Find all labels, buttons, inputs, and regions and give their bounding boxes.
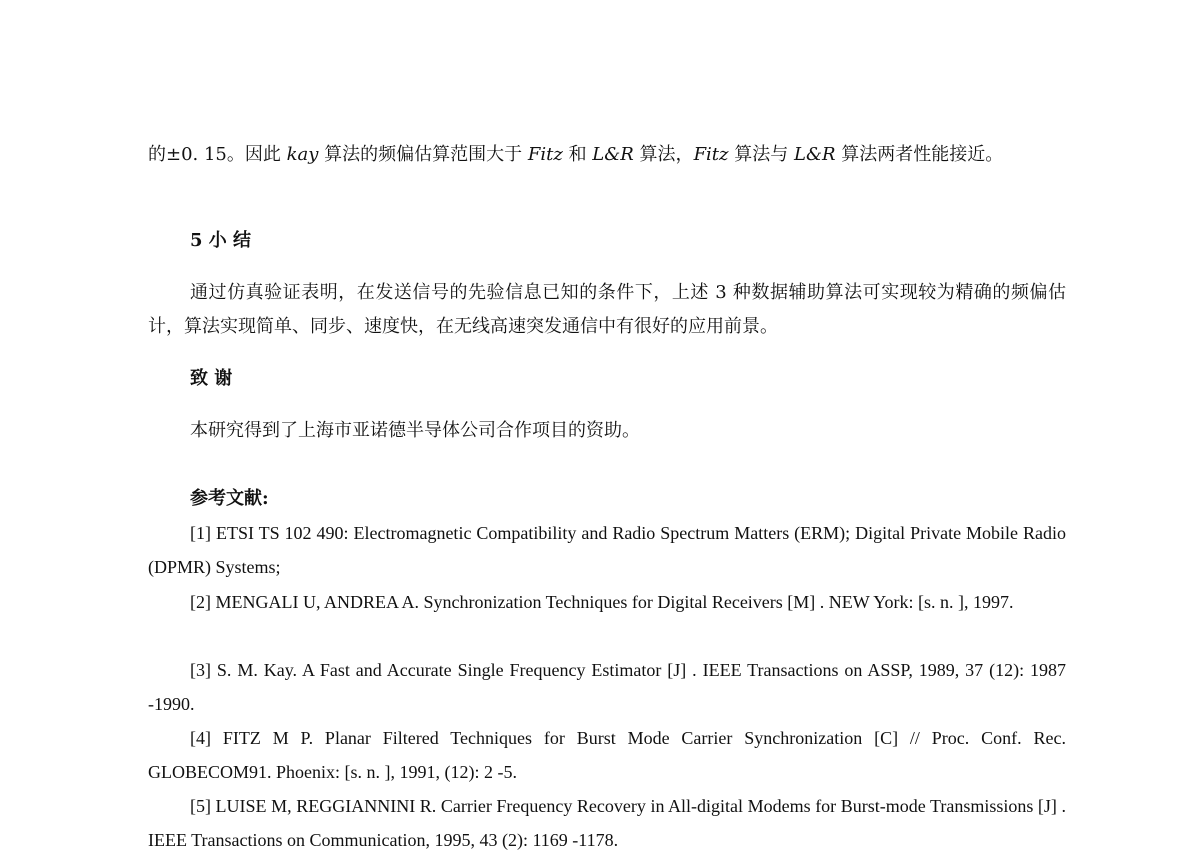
algorithm-name-lr: L&R (592, 144, 634, 165)
algorithm-name-kay: kay (286, 144, 319, 165)
text-run: 算法的频偏估算范围大于 (318, 144, 528, 165)
reference-item-5: [5] LUISE M, REGGIANNINI R. Carrier Frequency Recovery in All-digital Modems for Burst-mode Transmissions [J] . IEEE Transactions on Communication, 1995, 43 (2): 1169 -1178. (148, 796, 1066, 850)
text-run: 和 (562, 144, 593, 165)
algorithm-name-fitz: Fitz (527, 144, 563, 165)
acknowledgement-paragraph: 本研究得到了上海市亚诺德半导体公司合作项目的资助。 (190, 420, 640, 441)
section-heading-summary: 5 小 结 (190, 230, 252, 251)
reference-item-4: [4] FITZ M P. Planar Filtered Techniques for Burst Mode Carrier Synchronization [C] // Proc. Conf. Rec. GLOBECOM91. Phoenix: [s. n. ], 1991, (12): 2 -5. (148, 728, 1066, 782)
algorithm-name-fitz: Fitz (693, 144, 729, 165)
references-heading: 参考文献: (190, 488, 269, 509)
text-run: 算法， (633, 144, 694, 165)
reference-item-3: [3] S. M. Kay. A Fast and Accurate Single Frequency Estimator [J] . IEEE Transactions on ASSP, 1989, 37 (12): 1987 -1990. (148, 660, 1066, 714)
algorithm-name-lr: L&R (793, 144, 836, 165)
reference-item-2: [2] MENGALI U, ANDREA A. Synchronization Techniques for Digital Receivers [M] . NEW York: [s. n. ], 1997. (190, 592, 1014, 612)
text-run: 算法两者性能接近。 (835, 144, 1004, 165)
text-run: 算法与 (728, 144, 794, 165)
acknowledgement-heading: 致 谢 (190, 368, 233, 389)
summary-paragraph: 通过仿真验证表明，在发送信号的先验信息已知的条件下，上述 3 种数据辅助算法可实现较为精确的频偏估计，算法实现简单、同步、速度快，在无线高速突发通信中有很好的应用前景。 (148, 282, 1066, 337)
paragraph-frequency-range (148, 138, 1066, 172)
text-run: 的±0. 15。因此 (148, 144, 287, 165)
reference-item-1: [1] ETSI TS 102 490: Electromagnetic Compatibility and Radio Spectrum Matters (ERM); Digital Private Mobile Radio (DPMR) Systems; (148, 523, 1066, 577)
